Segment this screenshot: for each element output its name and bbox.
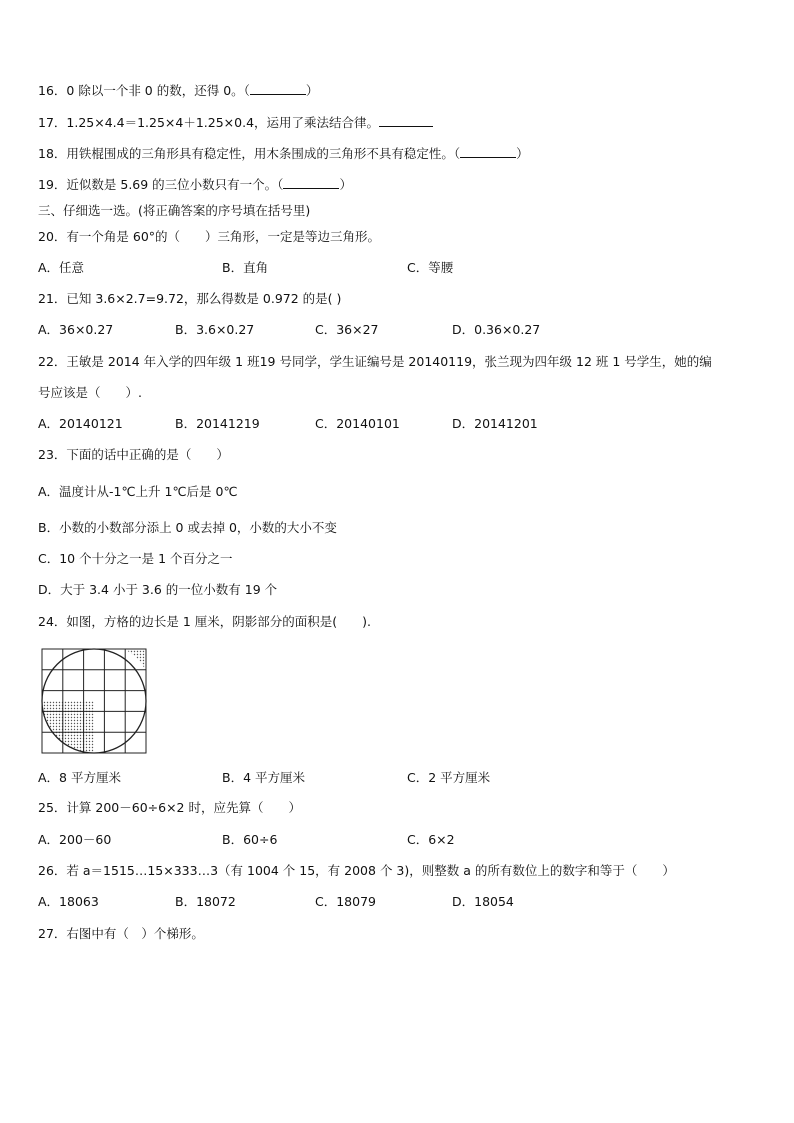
- q23-option-c[interactable]: C．10 个十分之一是 1 个百分之一: [38, 551, 233, 566]
- q22-option-d[interactable]: D．20141201: [452, 416, 538, 431]
- shaded-region-lower-left: [42, 701, 94, 753]
- question-20-stem: 20．有一个角是 60°的（ ）三角形，一定是等边三角形。: [38, 229, 381, 244]
- question-18-close: ）: [516, 146, 529, 161]
- question-18-text: 18．用铁棍围成的三角形具有稳定性，用木条围成的三角形不具有稳定性。（: [38, 146, 461, 161]
- answer-blank[interactable]: [250, 82, 306, 95]
- question-17: [38, 114, 433, 132]
- q22-option-b[interactable]: B．20141219: [175, 416, 260, 431]
- question-16-close: ）: [305, 83, 319, 98]
- q25-option-c[interactable]: C．6×2: [407, 832, 455, 847]
- question-27-stem: 27．右图中有（ ）个梯形。: [38, 926, 204, 941]
- q24-option-a[interactable]: A．8 平方厘米: [38, 770, 121, 785]
- question-21-stem: 21．已知 3.6×2.7=9.72，那么得数是 0.972 的是( ): [38, 291, 342, 306]
- q21-option-b[interactable]: B．3.6×0.27: [175, 322, 255, 337]
- q20-option-c[interactable]: C．等腰: [407, 260, 454, 275]
- q21-option-c[interactable]: C．36×27: [315, 322, 379, 337]
- q21-option-d[interactable]: D．0.36×0.27: [452, 322, 541, 337]
- question-23-stem: 23．下面的话中正确的是（ ）: [38, 447, 229, 462]
- q26-option-c[interactable]: C．18079: [315, 894, 376, 909]
- q23-option-b[interactable]: B．小数的小数部分添上 0 或去掉 0，小数的大小不变: [38, 520, 337, 535]
- section-heading: 三、仔细选一选。(将正确答案的序号填在括号里): [38, 203, 311, 218]
- q25-option-a[interactable]: A．200－60: [38, 832, 112, 847]
- answer-blank[interactable]: [379, 114, 433, 127]
- q22-option-a[interactable]: A．20140121: [38, 416, 123, 431]
- q26-option-a[interactable]: A．18063: [38, 894, 99, 909]
- q25-option-b[interactable]: B．60÷6: [222, 832, 278, 847]
- grid-circle-figure: [40, 647, 148, 755]
- question-16-text: 16．0 除以一个非 0 的数，还得 0。（: [38, 83, 250, 98]
- q20-option-b[interactable]: B．直角: [222, 260, 269, 275]
- q21-option-a[interactable]: A．36×0.27: [38, 322, 114, 337]
- question-22-stem-line2: 号应该是（ ）.: [38, 385, 142, 400]
- question-17-text: 17．1.25×4.4＝1.25×4＋1.25×0.4，运用了乘法结合律。: [38, 115, 380, 130]
- q24-option-c[interactable]: C．2 平方厘米: [407, 770, 491, 785]
- question-26-stem: 26．若 a＝1515…15×333…3（有 1004 个 15，有 2008 个 3)，则整数 a 的所有数位上的数字和等于（ ）: [38, 863, 675, 878]
- q20-option-a[interactable]: A．任意: [38, 260, 85, 275]
- question-22-stem-line1: 22．王敏是 2014 年入学的四年级 1 班19 号同学，学生证编号是 20140119，张兰现为四年级 12 班 1 号学生，她的编: [38, 354, 712, 369]
- answer-blank[interactable]: [283, 176, 339, 189]
- question-19-close: ）: [339, 177, 352, 192]
- q23-option-d[interactable]: D．大于 3.4 小于 3.6 的一位小数有 19 个: [38, 582, 278, 597]
- question-16: [38, 82, 318, 100]
- q26-option-b[interactable]: B．18072: [175, 894, 236, 909]
- q22-option-c[interactable]: C．20140101: [315, 416, 400, 431]
- question-24-stem: 24．如图，方格的边长是 1 厘米，阴影部分的面积是( ).: [38, 614, 372, 629]
- question-19-text: 19．近似数是 5.69 的三位小数只有一个。（: [38, 177, 284, 192]
- question-25-stem: 25．计算 200－60÷6×2 时，应先算（ ）: [38, 800, 301, 815]
- shaded-region-top-right: [124, 649, 146, 671]
- question-19: [38, 176, 352, 194]
- q23-option-a[interactable]: A．温度计从-1℃上升 1℃后是 0℃: [38, 484, 238, 499]
- question-18: [38, 145, 529, 163]
- q24-option-b[interactable]: B．4 平方厘米: [222, 770, 306, 785]
- answer-blank[interactable]: [460, 145, 516, 158]
- q26-option-d[interactable]: D．18054: [452, 894, 514, 909]
